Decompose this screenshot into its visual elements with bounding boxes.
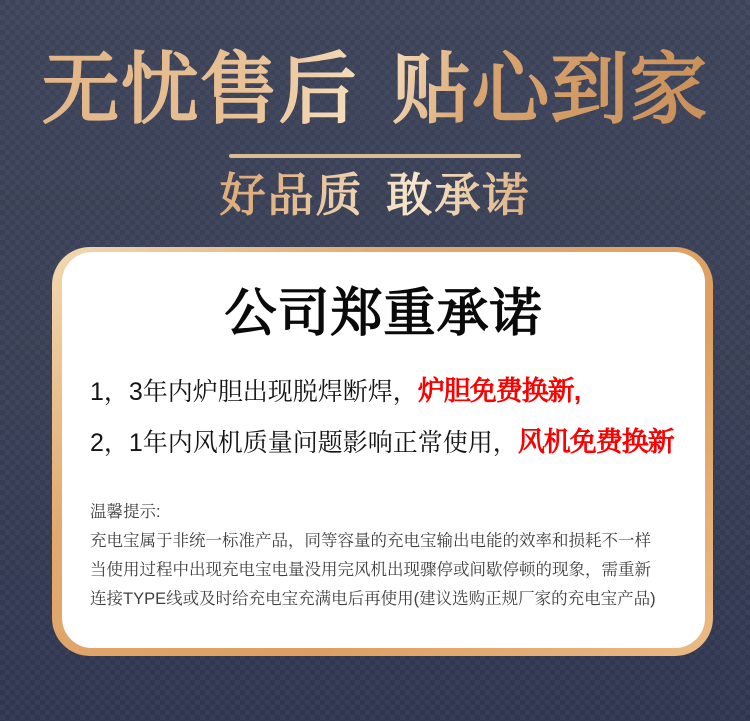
- promise-item-2: [90, 420, 705, 469]
- tips-label: 温馨提示:: [90, 503, 161, 521]
- promise-item-2-highlight: 风机免费换新: [517, 427, 674, 457]
- promise-item-1-text: 1，3年内炉胆出现脱焊断焊，: [90, 378, 418, 406]
- page-subtitle: 好品质 敢承诺: [0, 169, 750, 221]
- promise-card: [52, 247, 713, 656]
- hero-section: [0, 0, 750, 221]
- page-title: 无忧售后 贴心到家: [0, 0, 750, 132]
- tips-line-1: 充电宝属于非统一标准产品，同等容量的充电宝输出电能的效率和损耗不一样: [90, 532, 651, 550]
- promise-item-1: [90, 369, 705, 418]
- tips-line-3: 连接TYPE线或及时给充电宝充满电后再使用(建议选购正规厂家的充电宝产品): [90, 590, 656, 608]
- tips-line-2: 当使用过程中出现充电宝电量没用完风机出现骤停或间歇停顿的现象，需重新: [90, 561, 651, 579]
- promise-item-1-highlight: 炉胆免费换新,: [417, 376, 581, 406]
- tips-section: [90, 498, 677, 614]
- promise-item-2-text: 2，1年内风机质量问题影响正常使用，: [90, 429, 518, 457]
- promise-card-body: [62, 252, 705, 648]
- promise-list: [90, 369, 705, 469]
- promise-card-title: 公司郑重承诺: [224, 285, 543, 343]
- divider-line: [229, 154, 521, 158]
